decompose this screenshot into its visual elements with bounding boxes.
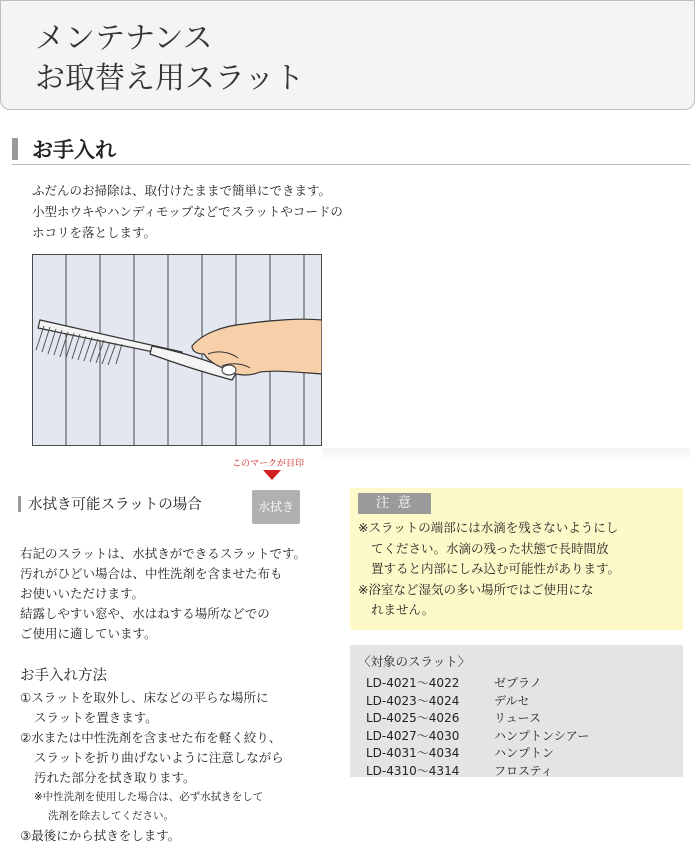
caution-line: 置すると内部にしみ込む可能性があります。	[371, 561, 621, 576]
caution-line: ※スラットの端部には水滴を残さないようにし	[358, 520, 619, 535]
washable-line: ご使用に適しています。	[20, 626, 157, 641]
section-marker	[12, 138, 18, 160]
slat-name: ハンプトン	[494, 746, 555, 760]
step-line: ③最後にから拭きをします。	[20, 828, 181, 843]
slat-code: LD-4031～4034	[366, 746, 460, 760]
washable-line: 結露しやすい窓や、水はねする場所などでの	[20, 606, 270, 621]
washable-line: 汚れがひどい場合は、中性洗剤を含ませた布も	[20, 566, 283, 581]
page-title-line-2: お取替え用スラット	[35, 61, 305, 96]
list-item	[366, 693, 589, 711]
caution-line: ※浴室など湿気の多い場所ではご使用にな	[358, 581, 594, 597]
page-title-line-1: メンテナンス	[35, 21, 213, 56]
slat-code: LD-4023～4024	[366, 693, 460, 708]
caution-label: 注 意	[358, 493, 431, 514]
slat-name: フロスティ	[494, 763, 553, 778]
washable-description	[20, 544, 306, 644]
slat-name: リュース	[494, 711, 542, 725]
intro-line: ホコリを落とします。	[32, 225, 157, 240]
caution-box	[350, 488, 683, 630]
header-panel	[0, 0, 695, 110]
mark-hint-text: このマークが目印	[232, 459, 305, 469]
slat-name: ゼプラノ	[494, 676, 542, 690]
subsection-marker	[18, 496, 21, 512]
cleaning-illustration	[32, 254, 322, 446]
step-line: スラットを折り曲げないように注意しながら	[34, 750, 284, 765]
page-title	[35, 19, 304, 99]
section-divider	[12, 164, 690, 165]
intro-line: ふだんのお掃除は、取付けたままで簡単にできます。	[32, 183, 332, 198]
slat-code: LD-4021～4022	[366, 676, 460, 690]
step-line: ②水または中性洗剤を含ませた布を軽く絞り、	[20, 730, 282, 745]
slat-code: LD-4025～4026	[366, 711, 460, 725]
step-line: スラットを置きます。	[34, 710, 158, 725]
caution-line: てください。水滴の残った状態で長時間放	[371, 540, 609, 556]
method-steps	[20, 688, 284, 846]
target-slats-box	[350, 645, 683, 777]
washable-badge: 水拭き	[252, 490, 300, 524]
step-note: ※中性洗剤を使用した場合は、必ず水拭きをして	[34, 791, 264, 803]
target-list	[366, 675, 589, 780]
down-arrow-icon	[263, 470, 281, 480]
list-item	[366, 710, 589, 728]
method-title: お手入れ方法	[20, 668, 107, 684]
list-item	[366, 728, 589, 746]
washable-line: 右記のスラットは、水拭きができるスラットです。	[20, 546, 307, 561]
step-line: 汚れた部分を拭き取ります。	[34, 770, 196, 785]
intro-text	[32, 180, 343, 243]
slat-name: ハンプトンシアー	[494, 728, 590, 743]
section-title: お手入れ	[32, 138, 116, 162]
step-note: 洗剤を除去してください。	[48, 810, 174, 822]
caution-line: れません。	[371, 602, 435, 617]
list-item	[366, 763, 589, 781]
illustration-shadow	[322, 448, 690, 460]
list-item	[366, 745, 589, 763]
slat-name: デルセ	[494, 693, 530, 708]
washable-line: お使いいただけます。	[20, 586, 145, 601]
list-item	[366, 675, 589, 693]
step-line: ①スラットを取外し、床などの平らな場所に	[20, 690, 269, 705]
slat-code: LD-4310～4314	[366, 763, 460, 778]
caution-text	[358, 518, 620, 621]
target-title: 〈対象のスラット〉	[358, 654, 471, 669]
washable-title: 水拭き可能スラットの場合	[28, 497, 202, 513]
slat-code: LD-4027～4030	[366, 728, 460, 743]
intro-line: 小型ホウキやハンディモップなどでスラットやコードの	[32, 204, 343, 219]
